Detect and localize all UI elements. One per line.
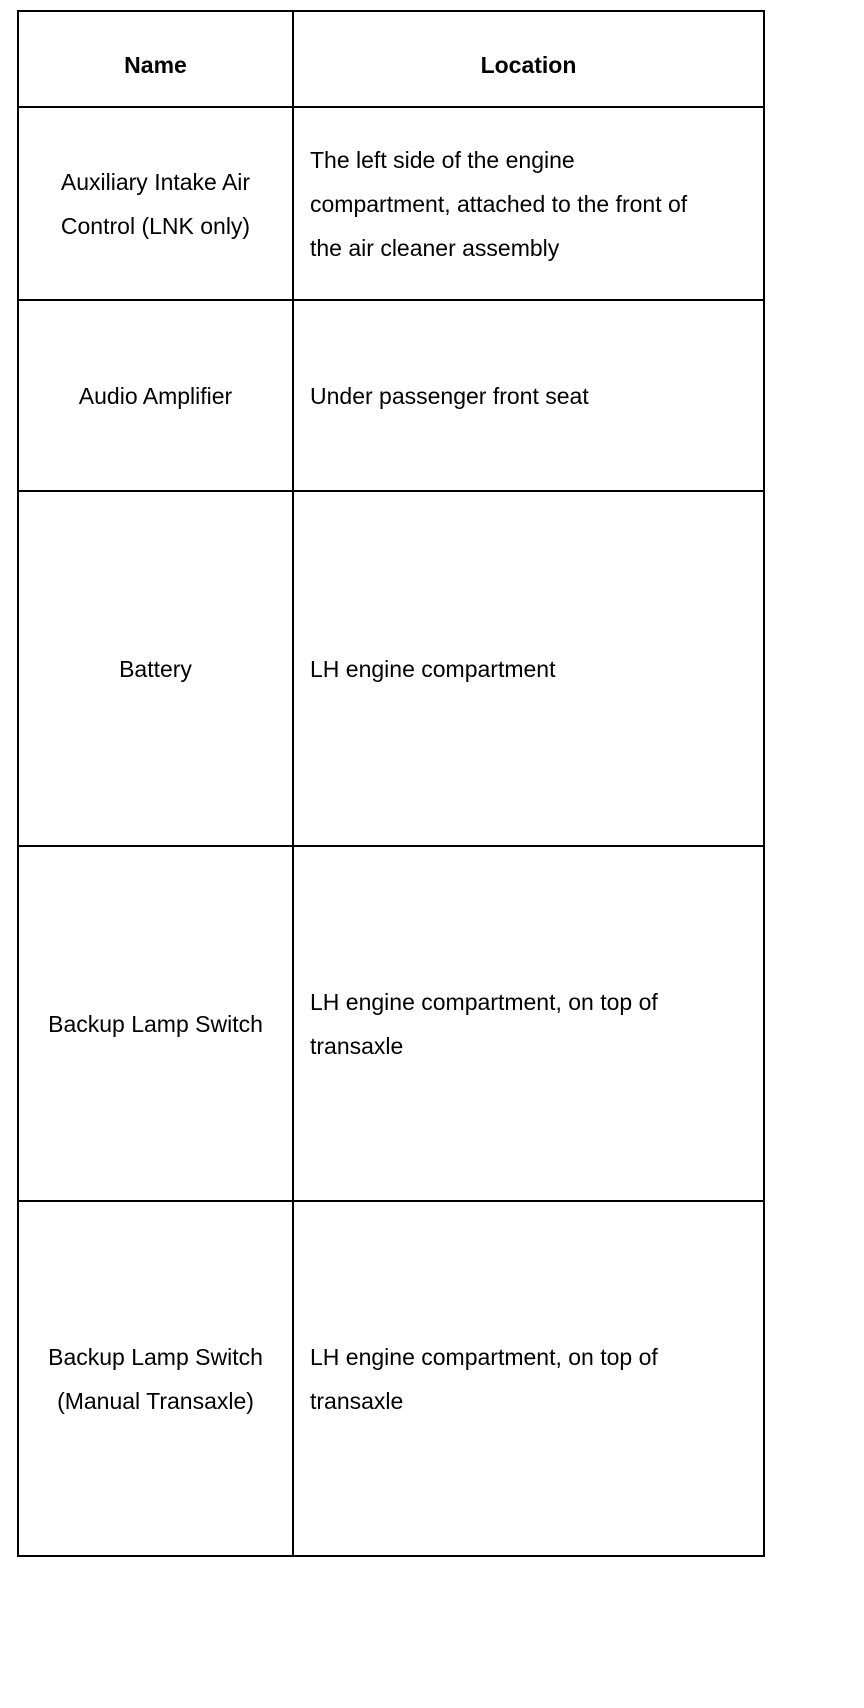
- name-cell: [18, 300, 293, 491]
- component-location: LH engine compartment: [310, 655, 556, 682]
- location-cell: [293, 1201, 764, 1556]
- name-cell: [18, 107, 293, 300]
- table-row: [18, 1201, 764, 1556]
- location-cell: [293, 107, 764, 300]
- component-location-table: [17, 10, 765, 1557]
- table-row: [18, 107, 764, 300]
- component-location: LH engine compartment, on top of transaxle: [310, 1343, 658, 1414]
- table-header: [18, 11, 764, 107]
- component-location: The left side of the engine compartment, attached to the front of the air cleaner assembly: [310, 146, 688, 261]
- location-cell: [293, 491, 764, 846]
- table-row: [18, 846, 764, 1201]
- location-cell: [293, 846, 764, 1201]
- column-header-name: Name: [18, 11, 293, 107]
- component-name: Backup Lamp Switch: [48, 1010, 263, 1037]
- component-name: Auxiliary Intake Air Control (LNK only): [60, 168, 251, 239]
- column-header-location: Location: [293, 11, 764, 107]
- component-name: Audio Amplifier: [78, 382, 233, 409]
- table-body: [18, 107, 764, 1556]
- component-name: Backup Lamp Switch (Manual Transaxle): [48, 1343, 263, 1414]
- component-name: Battery: [119, 655, 192, 682]
- table-row: [18, 300, 764, 491]
- location-cell: [293, 300, 764, 491]
- component-location: Under passenger front seat: [310, 382, 589, 409]
- name-cell: [18, 846, 293, 1201]
- name-cell: [18, 1201, 293, 1556]
- header-row: [18, 11, 764, 107]
- table-row: [18, 491, 764, 846]
- name-cell: [18, 491, 293, 846]
- component-location: LH engine compartment, on top of transaxle: [310, 988, 658, 1059]
